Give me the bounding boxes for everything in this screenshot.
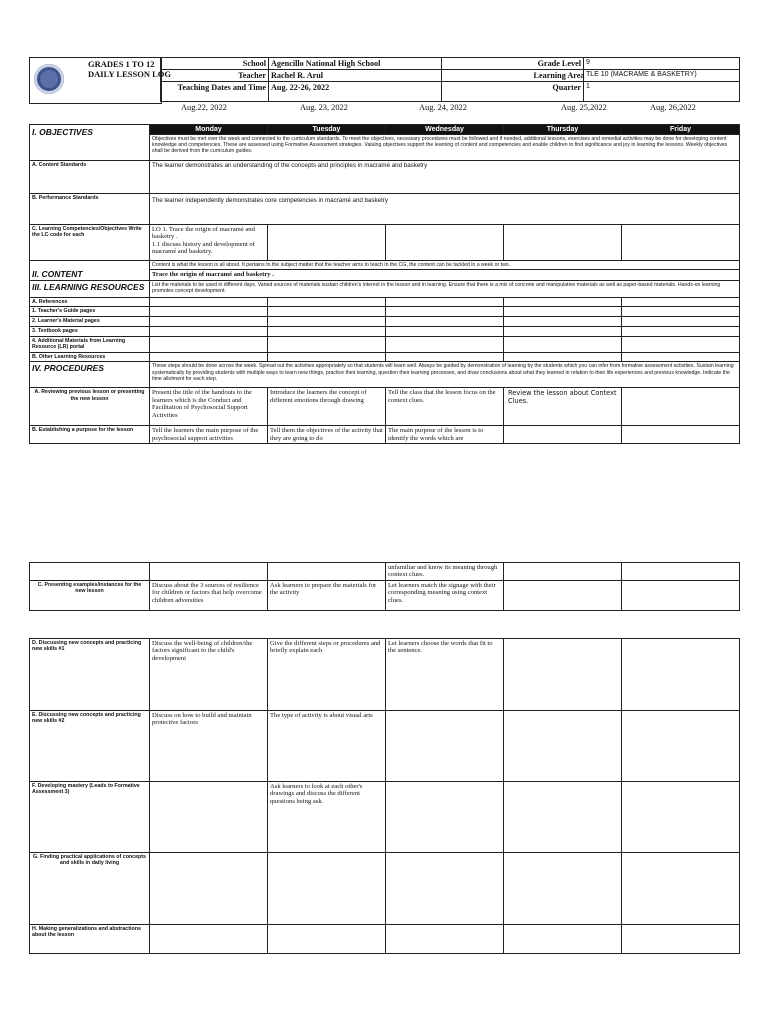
day-header-wednesday: Wednesday (386, 125, 504, 135)
presenting-examples-wednesday: Let learners match the signage with their corresponding meaning using context clues. (386, 580, 504, 610)
date-thursday: Aug. 25,2022 (561, 103, 607, 112)
lesson-log-table-procedures (29, 638, 740, 954)
new-concepts-1-monday: Discuss the well-being of children/the factors significant to the child's development (150, 639, 268, 711)
teachers-guide-label: 1. Teacher's Guide pages (30, 307, 150, 317)
day-header-thursday: Thursday (504, 125, 622, 135)
reviewing-monday: Present the title of the handouts to the learners which is the Conduct and Facilitation of Psychosocial Support Activities (150, 388, 268, 426)
content-value: Trace the origin of macramé and basketry . (150, 270, 740, 281)
grades-label: GRADES 1 TO 12 (88, 59, 155, 69)
lesson-log-table-continued (29, 562, 740, 611)
presenting-examples-label: C. Presenting examples/instances for the new lesson (30, 580, 150, 610)
grade-label: Grade Level (532, 58, 584, 70)
competencies-label: C. Learning Competencies/Objectives Write the LC code for each (30, 225, 150, 261)
learners-material-label: 2. Learner's Material pages (30, 317, 150, 327)
procedures-desc: These steps should be done across the week. Spread out the activities appropriately so that students will learn well. Always be guided by demonstration of learning by the students which you can infer from formative assessment activities. Sustain learning systematically by providing students with multiple ways to learn new things, practice their learning, question their learning processes, and draw conclusions about what they learned in relation to their life experiences and previous knowledge. Indicate the time allotment for each step. (150, 362, 740, 388)
new-concepts-2-label: E. Discussing new concepts and practicing new skills #2 (30, 711, 150, 782)
teacher-value: Rachel R. Arul (269, 70, 442, 82)
date-monday: Aug.22, 2022 (181, 103, 227, 112)
purpose-wednesday: The main purpose of the lesson is to identify the words which are (386, 426, 504, 444)
header-title-box (29, 57, 171, 104)
date-friday: Aug. 26,2022 (650, 103, 696, 112)
quarter-label: Quarter (532, 82, 584, 102)
references-label: A. References (30, 298, 150, 307)
resources-title: III. LEARNING RESOURCES (32, 282, 145, 292)
day-header-tuesday: Tuesday (268, 125, 386, 135)
practical-applications-label: G. Finding practical applications of concepts and skills in daily living (30, 853, 150, 925)
date-tuesday: Aug. 23, 2022 (300, 103, 348, 112)
day-header-friday: Friday (622, 125, 740, 135)
day-header-monday: Monday (150, 125, 268, 135)
objectives-desc: Objectives must be met over the week and connected to the curriculum standards. To meet the objectives, necessary procedures must be followed and if needed, additional lessons, exercises and remedial activities may be done for developing content knowledge and competencies. These are assessed using Formative Assessment strategies. Valuing objectives support the learning of content and competencies and enable children to find significance and joy in learning the lessons. Weekly objectives shall be derived from the curriculum guides. (150, 135, 740, 161)
presenting-examples-monday: Discuss about the 3 sources of resilience for children or factors that help overcome children adversities (150, 580, 268, 610)
textbook-label: 3. Textbook pages (30, 327, 150, 337)
procedures-title: IV. PROCEDURES (32, 363, 104, 374)
purpose-tuesday: Tell them the objectives of the activity that they are going to do (268, 426, 386, 444)
school-label: School (161, 58, 269, 70)
content-standards-label: A. Content Standards (30, 161, 150, 194)
header-info-table (160, 57, 740, 102)
grade-value: 9 (584, 58, 740, 70)
performance-standards-value: The learner independently demonstrates core competencies in macramé and basketry (150, 194, 740, 225)
new-concepts-2-monday: Discuss on how to build and maintain protective factors (150, 711, 268, 782)
purpose-label: B. Establishing a purpose for the lesson (30, 426, 150, 444)
lesson-log-table (29, 124, 740, 444)
content-title: II. CONTENT (32, 269, 83, 279)
developing-mastery-label: F. Developing mastery (Leads to Formative Assessment 3) (30, 782, 150, 853)
reviewing-label: A. Reviewing previous lesson or presenting the new lesson (30, 388, 150, 426)
area-label: Learning Area (533, 71, 585, 80)
deped-seal (34, 64, 64, 94)
new-concepts-1-tuesday: Give the different steps or procedures and briefly explain each (268, 639, 386, 711)
dates-label: Teaching Dates and Time (161, 82, 269, 102)
area-value: TLE 10 (MACRAME & BASKETRY) (584, 70, 740, 82)
date-wednesday: Aug. 24, 2022 (419, 103, 467, 112)
content-standards-value: The learner demonstrates an understanding of the concepts and principles in macramé and basketry (150, 161, 740, 194)
purpose-wednesday-continued: unfamiliar and know its meaning through context clues. (386, 563, 504, 581)
dates-value: Aug. 22-26, 2022 (269, 82, 442, 102)
reviewing-tuesday: Introduce the learners the concept of different emotions through drawing (268, 388, 386, 426)
performance-standards-label: B. Performance Standards (30, 194, 150, 225)
school-value: Agencillo National High School (269, 58, 442, 70)
new-concepts-2-tuesday: The type of activity is about visual arts (268, 711, 386, 782)
quarter-value: 1 (584, 82, 740, 102)
new-concepts-1-label: D. Discussing new concepts and practicing new skills #1 (30, 639, 150, 711)
developing-mastery-tuesday: Ask learners to look at each other's drawings and discuss the different questions being ask. (268, 782, 386, 853)
reviewing-thursday: Review the lesson about Context Clues. (504, 388, 622, 426)
presenting-examples-tuesday: Ask learners to prepare the materials for the activity (268, 580, 386, 610)
objectives-title: I. OBJECTIVES (32, 126, 93, 137)
purpose-monday: Tell the learners the main purpose of the psychosocial support activities (150, 426, 268, 444)
other-resources-label: B. Other Learning Resources (30, 353, 150, 362)
content-desc: Content is what the lesson is all about. It pertains to the subject matter that the teacher aims to teach in the CG, the content can be tackled in a week or two. (150, 261, 740, 270)
new-concepts-1-wednesday: Let learners choose the words that fit to the sentence. (386, 639, 504, 711)
reviewing-wednesday: Tell the class that the lesson focus on the context clues. (386, 388, 504, 426)
day-dates-row (0, 103, 768, 115)
competencies-monday: LO 1. Trace the origin of macramé and basketry . 1.1 discuss history and development of macramé and basketry. (150, 225, 268, 261)
additional-materials-label: 4. Additional Materials from Learning Resource (LR) portal (30, 337, 150, 353)
resources-desc: List the materials to be used in different days. Varied sources of materials sustain children's interest in the lesson and in learning. Ensure that there is a mix of concrete and manipulative materials as well as paper-based materials. Hands-on learning promotes concept development. (150, 281, 740, 298)
log-title: DAILY LESSON LOG (88, 69, 171, 79)
generalizations-label: H. Making generalizations and abstractions about the lesson (30, 925, 150, 954)
teacher-label: Teacher (161, 70, 269, 82)
